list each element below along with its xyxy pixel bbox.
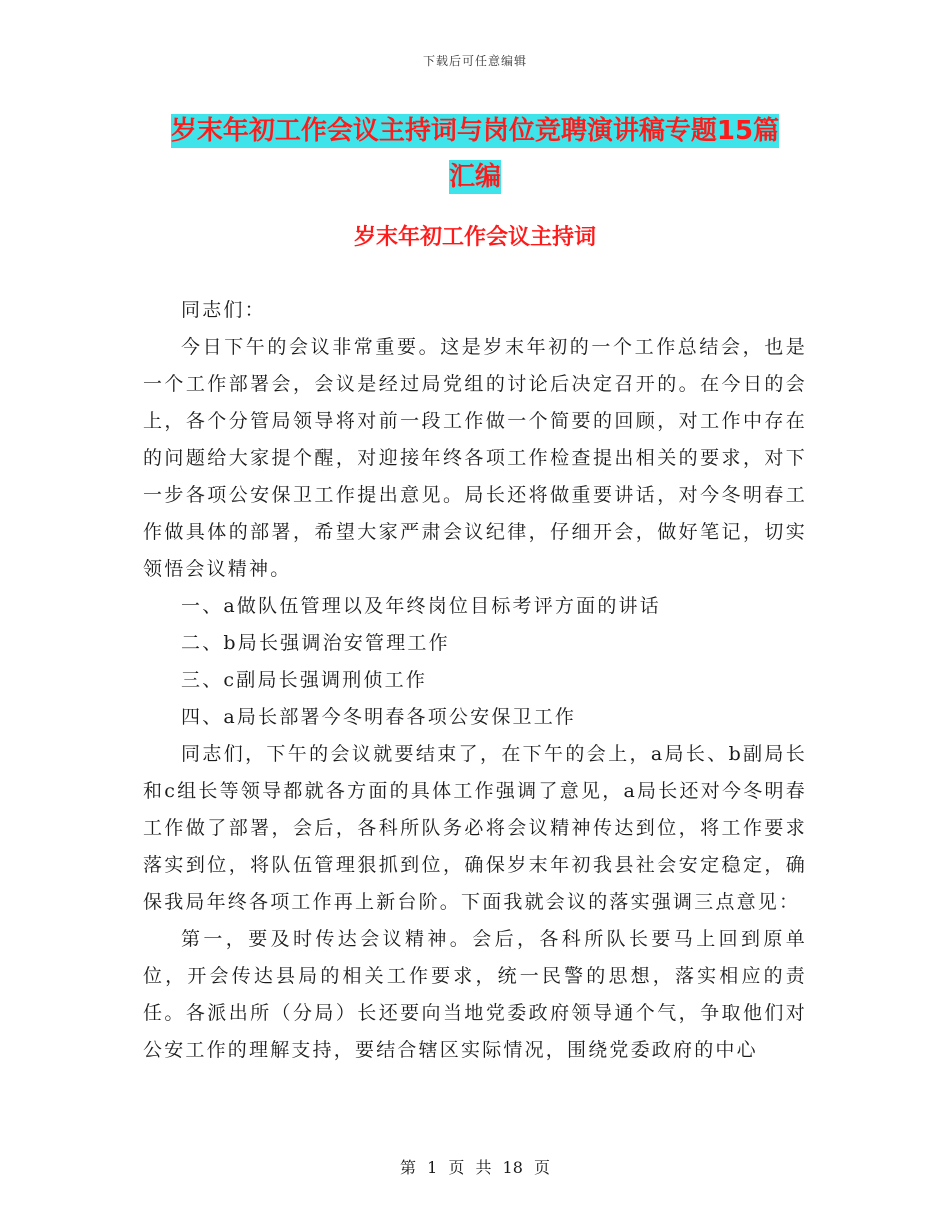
- page-number-footer: 第 1 页 共 18 页: [400, 1158, 550, 1177]
- agenda-item-2: 二、b局长强调治安管理工作: [181, 632, 450, 654]
- document-body: [143, 292, 807, 1069]
- body-paragraph: 今日下午的会议非常重要。这是岁末年初的一个工作总结会，也是一个工作部署会，会议是经过局党组的讨论后决定召开的。在今日的会上，各个分管局领导将对前一段工作做一个简要的回顾，对工作中存在的问题给大家提个醒，对迎接年终各项工作检查提出相关的要求，对下一步各项公安保卫工作提出意见。局长还将做重要讲话，对今冬明春工作做具体的部署，希望大家严肃会议纪律，仔细开会，做好笔记，切实领悟会议精神。: [143, 336, 807, 580]
- agenda-item-4: 四、a局长部署今冬明春各项公安保卫工作: [181, 706, 577, 728]
- page-header-note: 下载后可任意编辑: [422, 54, 527, 68]
- body-paragraph: 同志们，下午的会议就要结束了，在下午的会上，a局长、b副局长和c组长等领导都就各方面的具体工作强调了意见，a局长还对今冬明春工作做了部署，会后，各科所队务必将会议精神传达到位，将工作要求落实到位，将队伍管理狠抓到位，确保岁末年初我县社会安定稳定，确保我局年终各项工作再上新台阶。下面我就会议的落实强调三点意见：: [143, 743, 807, 913]
- section-title: 岁末年初工作会议主持词: [353, 225, 596, 250]
- document-title-line-2: 汇编: [448, 162, 501, 192]
- agenda-item-3: 三、c副局长强调刑侦工作: [181, 669, 428, 691]
- agenda-item-1: 一、a做队伍管理以及年终岗位目标考评方面的讲话: [181, 595, 661, 617]
- salutation-paragraph: 同志们：: [181, 299, 266, 321]
- body-paragraph: 第一，要及时传达会议精神。会后，各科所队长要马上回到原单位，开会传达县局的相关工作要求，统一民警的思想，落实相应的责任。各派出所（分局）长还要向当地党委政府领导通个气，争取他们对公安工作的理解支持，要结合辖区实际情况，围绕党委政府的中心: [143, 928, 807, 1061]
- document-title: [130, 108, 820, 200]
- document-title-line-1: 岁末年初工作会议主持词与岗位竞聘演讲稿专题15篇: [170, 116, 780, 146]
